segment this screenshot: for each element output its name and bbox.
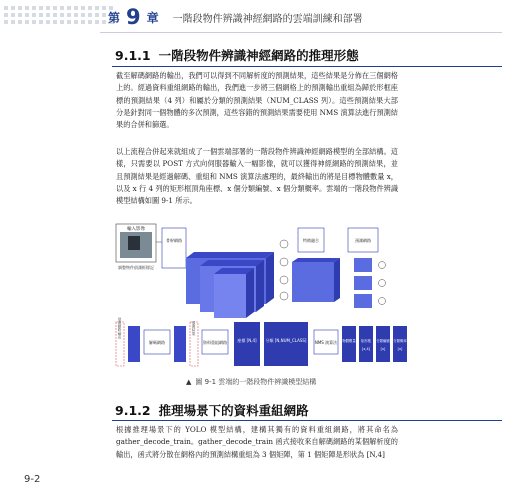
- section-heading-2: [115, 401, 309, 419]
- head-label: 預測網路: [355, 238, 371, 243]
- chapter-word-pre: 第: [108, 10, 121, 25]
- head-nodes: [379, 262, 386, 305]
- out-label-2: 分類編號: [376, 339, 390, 343]
- backbone-label: 骨幹網路: [166, 238, 182, 243]
- section-number: 9.1.1: [115, 48, 151, 63]
- section-underline: [112, 66, 502, 67]
- page-number: 9-2: [24, 474, 41, 485]
- chapter-title: 一階段物件辨識神經網路的雲端訓練和部署: [172, 13, 363, 25]
- backbone-box: [162, 228, 186, 268]
- chapter-header: [108, 6, 363, 28]
- chapter-number: 9: [126, 5, 141, 29]
- figure-model-structure: [114, 222, 410, 370]
- decode-label: 解碼網路: [149, 340, 165, 345]
- out-sub-2: [x]: [380, 347, 386, 351]
- side-label-left: 預測網路輸出: [118, 317, 122, 339]
- cls-label: 分類 [N,NUM_CLASS]: [265, 338, 307, 343]
- input-label: 輸入影像: [127, 227, 145, 232]
- caption-marker: ▲: [186, 378, 192, 386]
- header-rule: [100, 32, 502, 33]
- backbone-blocks: [186, 252, 274, 318]
- out-sub-3: [x]: [397, 347, 403, 351]
- input-image: [116, 224, 156, 262]
- section-heading-1: [115, 46, 359, 64]
- box-label: 座標 [N,4]: [237, 338, 257, 343]
- pipeline: [116, 316, 407, 366]
- figure-caption: [186, 377, 316, 387]
- neck-blocks: [292, 258, 340, 302]
- out-label-1: 矩形框: [360, 339, 372, 343]
- section-title: 推理場景下的資料重組網路: [158, 403, 309, 418]
- tool-label: 調整物件偵測框標記: [118, 265, 154, 270]
- nms-label: NMS 演算法: [314, 340, 338, 345]
- reshape-label: 資料重組網路: [203, 340, 227, 345]
- out-label-3: 分類概率: [393, 339, 407, 343]
- chapter-word-post: 章: [146, 10, 159, 25]
- out-sub-1: [x,4]: [362, 347, 370, 351]
- header-decoration: [4, 6, 113, 24]
- neck-nodes: [280, 240, 288, 300]
- paragraph-3: 根據推理場景下的 YOLO 模型結構，建構其獨有的資料重組網路，將其命名為 gather_decode_train。gather_decode_train 函式接收來自解碼網路的某個解析度的輸出，函式將分散在網格內的預測結構重組為 3 個矩陣，第 1 個矩陣是形狀為 [N,4]: [116, 425, 398, 459]
- section-title: 一階段物件辨識神經網路的推理形態: [158, 48, 359, 63]
- head-outputs: [354, 258, 372, 308]
- side-label-mid: 預測結果: [192, 320, 196, 336]
- section-number: 9.1.2: [115, 403, 151, 418]
- out-label-0: 物體數量: [342, 339, 356, 343]
- paragraph-2: 以上流程合併起來就組成了一個雲端部署的一階段物件辨識神經網路模型的全部結構。這樣，只需要以 POST 方式向伺服器輸入一幅影像，就可以獲得神經網路的預測結果，並且預測結果是經過解碼、重組和 NMS 演算法處理的，最終輸出的將是目標物體數量 x，以及 x 行 4 列的矩形框頂角座標、x 個分類編號、x 個分類概率。雲端的一階段物件辨識模型結構如圖 9-1 所示。: [116, 147, 399, 206]
- neck-label: 特徵融合: [303, 238, 319, 243]
- section-underline: [112, 420, 502, 421]
- paragraph-1: 截至解碼網路的輸出，我們可以得到不同解析度的預測結果，這些結果是分佈在三個網格上的。經過資料重組網路的輸出，我們進一步將三個網格上的預測輸出重組為歸於形框座標的預測結果（4 列）和屬於分類的預測結果（NUM_CLASS 列）。這些預測結果大部分是針對同一個物體的多次預測，這些容錯的預測結果需要使用 NMS 演算法進行預測結果的合併和篩選。: [116, 71, 398, 130]
- caption-text: 圖 9-1 雲端的一階段物件辨識模型結構: [195, 378, 317, 386]
